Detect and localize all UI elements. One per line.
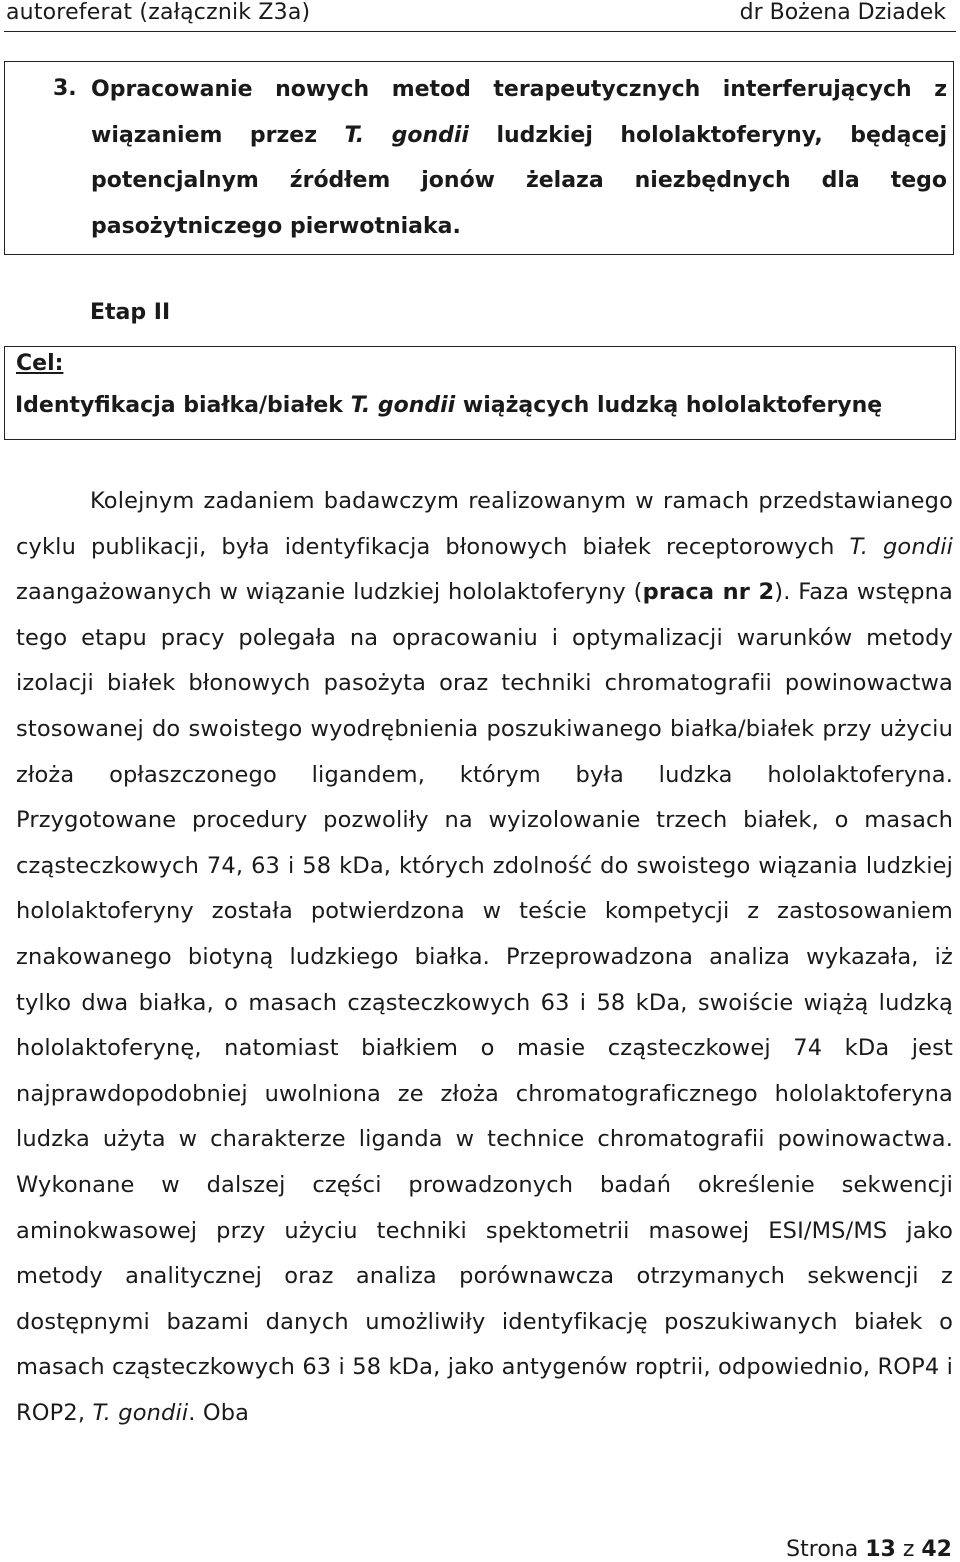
body-segment-3: ). Faza wstępna tego etapu pracy polegała na opracowaniu i optymalizacji warunków metody izolacji białek błonowych pasożyta oraz techniki chromatografii powinowactwa stosowanej do swoistego wyodrębnienia poszukiwanego białka/białek przy użyciu złoża opłaszczonego ligandem, którym była ludzka hololaktoferyna. Przygotowane procedury pozwoliły na wyizolowanie trzech białek, o masach cząsteczkowych 74, 63 i 58 kDa, których zdolność do swoistego wiązania ludzkiej hololaktoferyny została potwierdzona w teście kompetycji z zastosowaniem znakowanego biotyną ludzkiego białka. Przeprowadzona analiza wykazała, iż tylko dwa białka, o masach cząsteczkowych 63 i 58 kDa, swoiście wiążą ludzką hololaktoferynę, natomiast białkiem o masie cząsteczkowej 74 kDa jest najprawdopodobniej uwolniona ze złoża chromatograficznego hololaktoferyna ludzka użyta w charakterze liganda w technice chromatografii powinowactwa. Wykonane w dalszej części prowadzonych badań określenie sekwencji aminokwasowej przy użyciu techniki spektometrii masowej ESI/MS/MS jako metody analitycznej oraz analiza porównawcza otrzymanych sekwencji z dostępnymi bazami danych umożliwiły identyfikację poszukiwanych białek o masach cząsteczkowych 63 i 58 kDa, jako antygenów roptrii, odpowiednio, ROP4 i ROP2, (16, 579, 953, 1426)
aim-text-part-b: wiążących ludzką hololaktoferynę (455, 393, 883, 418)
body-italic-2: T. gondii (92, 1399, 189, 1426)
body-italic-1: T. gondii (849, 533, 953, 560)
body-bold-ref: praca nr 2 (642, 579, 775, 606)
body-segment-1: Kolejnym zadaniem badawczym realizowanym w ramach przedstawianego cyklu publikacji, była identyfikacja błonowych białek receptorowych (16, 488, 953, 560)
footer-total-pages: 42 (921, 1537, 952, 1562)
cel-label: Cel: (16, 351, 64, 376)
aim-text-italic: T. gondii (350, 393, 456, 418)
header-divider (4, 31, 956, 32)
goal-number: 3. (53, 76, 77, 101)
goal-text-italic: T. gondii (344, 122, 469, 148)
footer-prefix: Strona (786, 1537, 866, 1562)
goal-text-part-a: Opracowanie nowych metod terapeutycznych interferujących z wiązaniem przez (91, 77, 947, 148)
header-author: dr Bożena Dziadek (739, 0, 946, 25)
body-segment-2: zaangażowanych w wiązanie ludzkiej hololaktoferyny ( (16, 579, 643, 606)
body-segment-4: . Oba (188, 1399, 250, 1426)
header-document-title: autoreferat (załącznik Z3a) (6, 0, 311, 25)
goal-text-part-b: ludzkiej hololaktoferyny, będącej potencjalnym źródłem jonów żelaza niezbędnych dla tego pasożytniczego pierwotniaka. (91, 122, 948, 239)
page-footer (786, 1537, 952, 1562)
body-paragraph (16, 479, 953, 1436)
goal-text (91, 67, 947, 249)
aim-box (4, 346, 956, 440)
aim-text (15, 393, 882, 418)
footer-separator: z (895, 1537, 922, 1562)
stage-label: Etap II (90, 300, 171, 325)
goal-box (4, 61, 954, 255)
page-header (0, 0, 960, 30)
aim-text-part-a: Identyfikacja białka/białek (15, 393, 351, 418)
footer-page-number: 13 (865, 1537, 896, 1562)
